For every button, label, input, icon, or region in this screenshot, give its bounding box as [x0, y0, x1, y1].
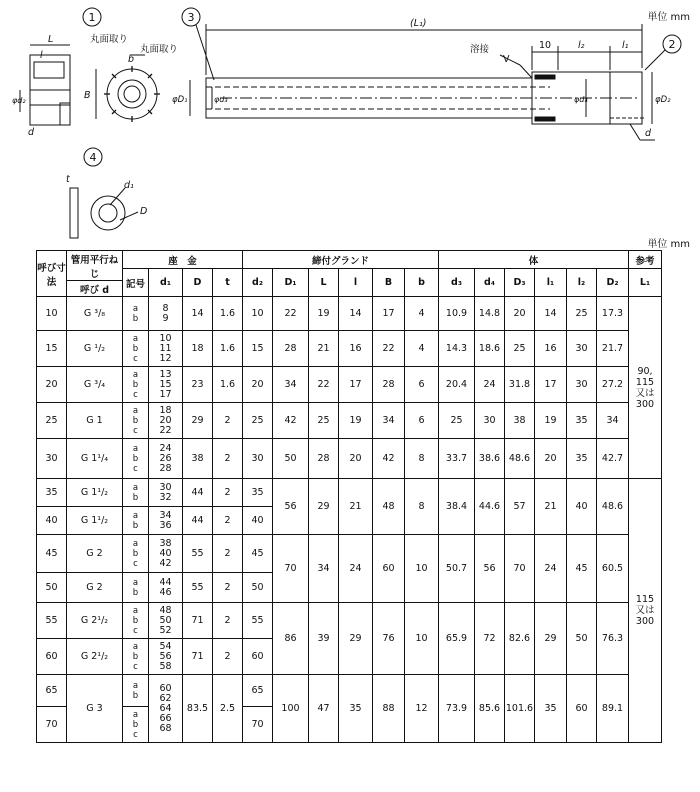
table-cell: 71 [183, 639, 213, 675]
table-cell: 12 [405, 675, 439, 743]
dim-L: L [48, 34, 54, 45]
table-cell: a b [123, 297, 149, 331]
table-cell: 35 [339, 675, 373, 743]
table-cell: 60.5 [597, 535, 629, 603]
table-cell: 60 [373, 535, 405, 603]
table-cell: 21 [535, 479, 567, 535]
table-cell: 65.9 [439, 603, 475, 675]
table-cell: 44 [183, 479, 213, 507]
table-cell: a b [123, 507, 149, 535]
table-cell: 100 [273, 675, 309, 743]
dim-10: 10 [539, 40, 552, 51]
unit-label-top: 単位 mm [647, 12, 690, 23]
callout-3: 3 [187, 11, 195, 24]
table-cell: G 2¹/₂ [67, 639, 123, 675]
table-cell: 2 [213, 507, 243, 535]
table-cell: 24 26 28 [149, 439, 183, 479]
table-cell: a b c [123, 403, 149, 439]
technical-drawing [0, 0, 700, 240]
chamfer-label-2: 丸面取り [140, 44, 179, 55]
table-cell: 10 [37, 297, 67, 331]
callout-4: 4 [89, 151, 97, 164]
table-cell: 45 [243, 535, 273, 573]
weld-symbol: V [503, 54, 510, 65]
table-cell: 89.1 [597, 675, 629, 743]
th-seat: 座 金 [123, 251, 243, 269]
unit-label-table: 単位 mm [647, 239, 690, 250]
table-cell: G 1¹/₂ [67, 507, 123, 535]
table-cell: 10 [405, 603, 439, 675]
callout-1: 1 [88, 11, 96, 24]
th-d4: d₄ [475, 269, 505, 297]
table-cell: 14 [535, 297, 567, 331]
table-cell: 42.7 [597, 439, 629, 479]
table-cell: 39 [309, 603, 339, 675]
table-cell: 35 [243, 479, 273, 507]
th-L1: L₁ [629, 269, 662, 297]
table-cell: 10 [243, 297, 273, 331]
table-cell: a b c [123, 439, 149, 479]
table-row [37, 403, 662, 439]
table-cell: 85.6 [475, 675, 505, 743]
dim-b: b [128, 54, 135, 65]
table-cell: G ³/₄ [67, 367, 123, 403]
th-l2: l₂ [567, 269, 597, 297]
table-cell: 30 [37, 439, 67, 479]
table-cell: 50 [243, 573, 273, 603]
dim-d1: d₁ [124, 180, 134, 191]
table-cell: 71 [183, 603, 213, 639]
table-cell: 57 [505, 479, 535, 535]
table-cell: 30 [475, 403, 505, 439]
table-cell: 44 [183, 507, 213, 535]
table-cell: 25 [505, 331, 535, 367]
table-cell: 65 [37, 675, 67, 707]
table-cell: 70 [243, 707, 273, 743]
table-cell: 25 [309, 403, 339, 439]
dim-D2: φD₂ [655, 95, 671, 105]
callout-2: 2 [668, 38, 676, 51]
table-cell: 17 [535, 367, 567, 403]
table-cell: 83.5 [183, 675, 213, 743]
table-cell: 42 [373, 439, 405, 479]
table-cell: 28 [309, 439, 339, 479]
table-cell: 18 20 22 [149, 403, 183, 439]
table-cell: a b [123, 573, 149, 603]
table-cell: 35 [567, 439, 597, 479]
th-t: t [213, 269, 243, 297]
table-cell: 82.6 [505, 603, 535, 675]
table-cell: 30 [567, 367, 597, 403]
table-cell: 24 [535, 535, 567, 603]
table-cell: 29 [309, 479, 339, 535]
table-cell: 48.6 [597, 479, 629, 535]
table-cell: 1.6 [213, 331, 243, 367]
table-cell: 16 [339, 331, 373, 367]
dim-t: t [66, 174, 70, 185]
table-cell: 73.9 [439, 675, 475, 743]
table-row [37, 439, 662, 479]
table-cell: 24 [339, 535, 373, 603]
table-cell: 101.6 [505, 675, 535, 743]
th-d3: d₃ [439, 269, 475, 297]
dim-d4: φd₄ [574, 95, 588, 104]
table-cell: 2 [213, 639, 243, 675]
table-cell: 25 [37, 403, 67, 439]
dim-D1: φD₁ [172, 95, 188, 105]
table-cell: 2 [213, 439, 243, 479]
table-cell: 21 [309, 331, 339, 367]
dim-L1: (L₁) [410, 18, 427, 29]
table-row [37, 675, 662, 707]
table-cell: G 3 [67, 675, 123, 743]
table-cell: 28 [273, 331, 309, 367]
table-cell: G ³/₈ [67, 297, 123, 331]
th-body: 体 [439, 251, 629, 269]
table-cell: 72 [475, 603, 505, 675]
table-cell: 1.6 [213, 297, 243, 331]
table-cell: 25 [567, 297, 597, 331]
table-cell: 40 [37, 507, 67, 535]
table-cell: 38 [505, 403, 535, 439]
table-cell: 42 [273, 403, 309, 439]
dim-d-pipe: d [645, 128, 652, 139]
table-cell: 19 [339, 403, 373, 439]
ref-L1-b: 115 又は 300 [629, 479, 662, 743]
table-cell: 18.6 [475, 331, 505, 367]
table-cell: 35 [567, 403, 597, 439]
table-cell: 17.3 [597, 297, 629, 331]
table-cell: 88 [373, 675, 405, 743]
table-cell: G 2 [67, 573, 123, 603]
table-cell: 38 40 42 [149, 535, 183, 573]
table-cell: 20 [339, 439, 373, 479]
table-cell: a b c [123, 367, 149, 403]
table-cell: 8 [405, 479, 439, 535]
table-cell: 48 [373, 479, 405, 535]
table-cell: 60 [567, 675, 597, 743]
table-cell: 25 [243, 403, 273, 439]
table-cell: a b [123, 479, 149, 507]
table-cell: 56 [273, 479, 309, 535]
table-cell: 38 [183, 439, 213, 479]
table-row [37, 535, 662, 573]
table-cell: 17 [373, 297, 405, 331]
table-cell: 18 [183, 331, 213, 367]
table-cell: 44 46 [149, 573, 183, 603]
table-cell: a b c [123, 639, 149, 675]
table-cell: 76.3 [597, 603, 629, 675]
table-cell: 38.4 [439, 479, 475, 535]
dim-d2: φd₂ [12, 96, 26, 105]
table-cell: 19 [535, 403, 567, 439]
table-cell: 55 [183, 573, 213, 603]
weld-label: 溶接 [470, 44, 490, 55]
table-cell: G 2 [67, 535, 123, 573]
table-cell: 55 [243, 603, 273, 639]
table-cell: 70 [273, 535, 309, 603]
table-cell: G 1 [67, 403, 123, 439]
th-b: b [405, 269, 439, 297]
table-cell: 48.6 [505, 439, 535, 479]
table-cell: 15 [243, 331, 273, 367]
table-cell: 21 [339, 479, 373, 535]
dim-l2: l₂ [578, 40, 585, 51]
th-thread-sub: 呼び d [67, 281, 123, 297]
th-d1: d₁ [149, 269, 183, 297]
th-L: L [309, 269, 339, 297]
table-cell: 45 [37, 535, 67, 573]
table-cell: 31.8 [505, 367, 535, 403]
table-cell: 17 [339, 367, 373, 403]
table-cell: 50 [567, 603, 597, 675]
table-cell: G 2¹/₂ [67, 603, 123, 639]
table-cell: 60 62 64 66 68 [149, 675, 183, 743]
th-nominal: 呼び寸法 [37, 251, 67, 297]
table-row [37, 297, 662, 331]
table-cell: 76 [373, 603, 405, 675]
table-cell: 34 [273, 367, 309, 403]
table-row [37, 479, 662, 507]
table-row [37, 603, 662, 639]
table-cell: 28 [373, 367, 405, 403]
table-cell: 10 [405, 535, 439, 603]
th-D3: D₃ [505, 269, 535, 297]
table-cell: 13 15 17 [149, 367, 183, 403]
table-cell: 20 [535, 439, 567, 479]
table-cell: 10 11 12 [149, 331, 183, 367]
table-cell: G 1¹/₄ [67, 439, 123, 479]
table-cell: a b [123, 675, 149, 707]
table-cell: 14 [183, 297, 213, 331]
table-cell: 55 [183, 535, 213, 573]
table-cell: 29 [183, 403, 213, 439]
th-l1: l₁ [535, 269, 567, 297]
table-cell: 30 [567, 331, 597, 367]
table-cell: 6 [405, 367, 439, 403]
table-cell: 30 [243, 439, 273, 479]
dim-d: d [28, 127, 35, 138]
table-cell: 2 [213, 535, 243, 573]
table-cell: 29 [339, 603, 373, 675]
table-cell: 10.9 [439, 297, 475, 331]
table-cell: 35 [535, 675, 567, 743]
chamfer-label-1: 丸面取り [90, 34, 129, 45]
table-cell: 1.6 [213, 367, 243, 403]
th-l: l [339, 269, 373, 297]
table-cell: 45 [567, 535, 597, 603]
table-cell: 34 [373, 403, 405, 439]
dim-D: D [140, 206, 148, 217]
table-cell: 44.6 [475, 479, 505, 535]
table-cell: 47 [309, 675, 339, 743]
table-cell: 14.8 [475, 297, 505, 331]
table-cell: 23 [183, 367, 213, 403]
spec-table [36, 250, 662, 743]
table-cell: 21.7 [597, 331, 629, 367]
table-cell: 40 [243, 507, 273, 535]
table-cell: a b c [123, 603, 149, 639]
table-cell: 4 [405, 331, 439, 367]
table-cell: 19 [309, 297, 339, 331]
table-cell: 34 36 [149, 507, 183, 535]
dim-l1: l₁ [622, 40, 629, 51]
table-row [37, 367, 662, 403]
table-cell: G 1¹/₂ [67, 479, 123, 507]
table-cell: 20 [243, 367, 273, 403]
table-cell: 60 [37, 639, 67, 675]
table-cell: 50 [273, 439, 309, 479]
table-cell: 20 [37, 367, 67, 403]
table-cell: 25 [439, 403, 475, 439]
table-cell: 24 [475, 367, 505, 403]
table-cell: 60 [243, 639, 273, 675]
table-cell: 2.5 [213, 675, 243, 743]
washer-face [91, 196, 125, 230]
table-cell: 70 [37, 707, 67, 743]
table-cell: 2 [213, 479, 243, 507]
table-cell: 86 [273, 603, 309, 675]
ref-L1-a: 90, 115 又は 300 [629, 297, 662, 479]
table-cell: 50 [37, 573, 67, 603]
table-cell: 50.7 [439, 535, 475, 603]
table-cell: 70 [505, 535, 535, 603]
table-cell: 27.2 [597, 367, 629, 403]
th-thread: 管用平行ねじ [67, 251, 123, 281]
table-cell: 15 [37, 331, 67, 367]
th-gland: 締付グランド [243, 251, 439, 269]
th-B: B [373, 269, 405, 297]
table-cell: 2 [213, 403, 243, 439]
th-D: D [183, 269, 213, 297]
washer-side [70, 188, 78, 238]
table-cell: 48 50 52 [149, 603, 183, 639]
table-cell: 2 [213, 603, 243, 639]
dim-l: l [40, 50, 43, 61]
table-cell: 22 [273, 297, 309, 331]
table-cell: a b c [123, 331, 149, 367]
table-cell: 2 [213, 573, 243, 603]
table-cell: a b c [123, 535, 149, 573]
table-cell: 29 [535, 603, 567, 675]
th-code: 記号 [123, 269, 149, 297]
table-cell: 4 [405, 297, 439, 331]
table-cell: 22 [309, 367, 339, 403]
table-cell: a b c [123, 707, 149, 743]
table-cell: 8 [405, 439, 439, 479]
table-cell: 34 [597, 403, 629, 439]
table-cell: 34 [309, 535, 339, 603]
table-cell: 56 [475, 535, 505, 603]
table-cell: 14.3 [439, 331, 475, 367]
dim-B: B [84, 90, 91, 101]
table-cell: 22 [373, 331, 405, 367]
th-D2: D₂ [597, 269, 629, 297]
table-cell: 33.7 [439, 439, 475, 479]
table-cell: 8 9 [149, 297, 183, 331]
dim-d3: φd₃ [214, 95, 228, 104]
table-cell: 35 [37, 479, 67, 507]
table-cell: 16 [535, 331, 567, 367]
table-cell: 14 [339, 297, 373, 331]
table-cell: 54 56 58 [149, 639, 183, 675]
table-cell: 38.6 [475, 439, 505, 479]
table-cell: 20 [505, 297, 535, 331]
table-row [37, 331, 662, 367]
table-cell: G ¹/₂ [67, 331, 123, 367]
th-D1: D₁ [273, 269, 309, 297]
th-ref: 参考 [629, 251, 662, 269]
table-cell: 6 [405, 403, 439, 439]
table-cell: 55 [37, 603, 67, 639]
table-cell: 20.4 [439, 367, 475, 403]
table-cell: 30 32 [149, 479, 183, 507]
table-cell: 65 [243, 675, 273, 707]
th-d2: d₂ [243, 269, 273, 297]
table-cell: 40 [567, 479, 597, 535]
